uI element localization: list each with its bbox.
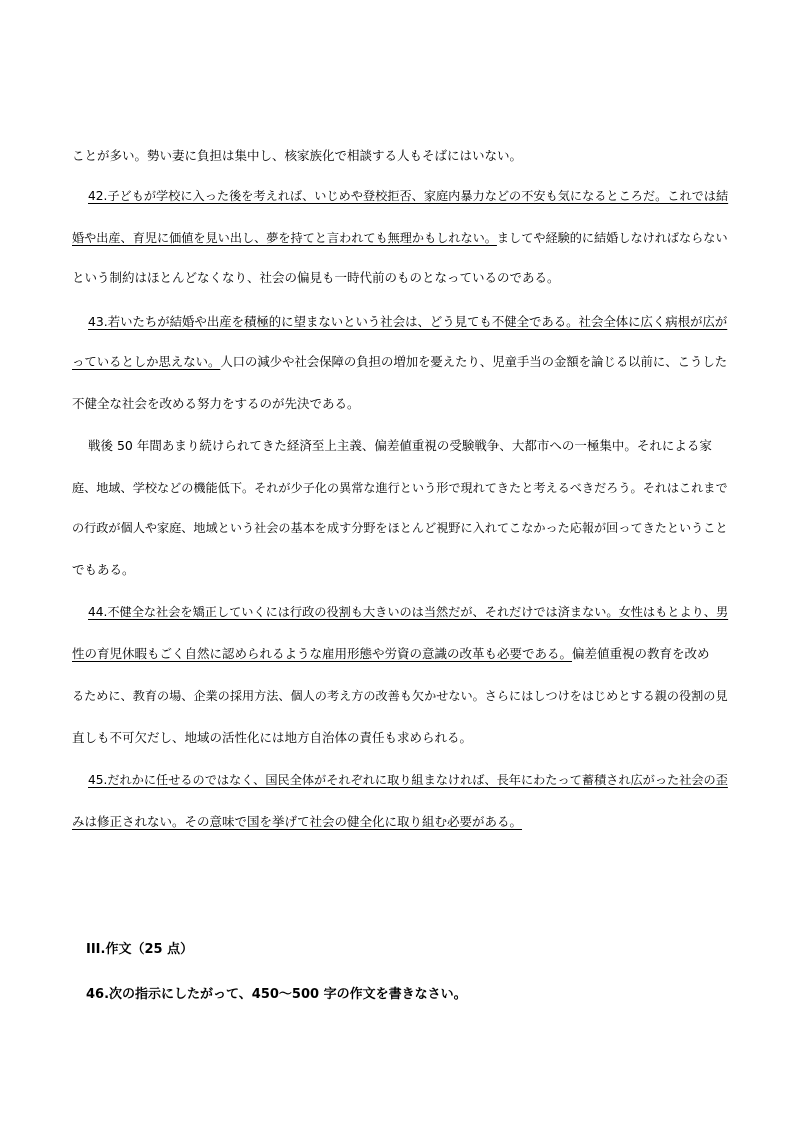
text-span: の行政が個人や家庭、地域という社会の基本を成す分野をほとんど視野に入れてこなかった応報が回ってきたということ	[72, 521, 728, 535]
text-line	[72, 230, 728, 246]
underlined-text: みは修正されない。その意味で国を挙げて社会の健全化に取り組む必要がある。	[72, 814, 523, 829]
underlined-text: 45.だれかに任せるのではなく、国民全体がそれぞれに取り組まなければ、長年にわたって蓄積され広がった社会の歪	[88, 773, 728, 787]
underlined-text: 43.若いたちが結婚や出産を積極的に望まないという社会は、どう見ても不健全である。社会全体に広く病根が広が	[88, 314, 728, 329]
text-line	[88, 604, 728, 620]
text-line	[72, 480, 728, 496]
text-line	[88, 314, 727, 330]
text-span: 直しも不可欠だし、地域の活性化には地方自治体の責任も求められる。	[72, 730, 473, 745]
text-line	[72, 646, 710, 662]
underlined-text: 42.子どもが学校に入った後を考えれば、いじめや登校拒否、家庭内暴力などの不安も気になるところだ。これでは結	[88, 189, 729, 203]
text-span: 庭、地域、学校などの機能低下。それが少子化の異常な進行という形で現れてきたと考えるべきだろう。それはこれまで	[72, 481, 728, 495]
text-span: 不健全な社会を改める努力をするのが先決である。	[72, 396, 360, 411]
text-span: 人口の減少や社会保障の負担の増加を憂えたり、児童手当の金額を論じる以前に、こうした	[220, 355, 728, 369]
underlined-text: 婚や出産、育児に価値を見い出し、夢を持てと言われても無理かもしれない。	[72, 231, 497, 245]
text-line	[72, 396, 360, 412]
text-line	[88, 772, 728, 788]
text-line	[72, 270, 560, 286]
text-span: 戦後 50 年間あまり続けられてきた経済至上主義、偏差値重視の受験戦争、大都市への一極集中。それによる家	[88, 438, 712, 453]
text-line	[72, 354, 727, 370]
text-span: ことが多い。勢い妻に負担は集中し、核家族化で相談する人もそばにはいない。	[72, 148, 523, 163]
text-line	[72, 730, 472, 746]
underlined-text: 性の育児休暇もごく自然に認められるような雇用形態や労資の意識の改革も必要である。	[72, 646, 573, 661]
text-line	[72, 148, 522, 164]
underlined-text: っているとしか思えない。	[72, 355, 221, 369]
text-line	[72, 688, 728, 704]
question-prompt: 46.次の指示にしたがって、450～500 字の作文を書きなさい。	[86, 987, 467, 1002]
text-span: という制約はほとんどなくなり、社会の偏見も一時代前のものとなっているのである。	[72, 270, 560, 285]
text-line	[88, 438, 712, 454]
text-line	[88, 188, 728, 204]
text-span: るために、教育の場、企業の採用方法、個人の考え方の改善も欠かせない。さらにはしつけをはじめとする親の役割の見	[72, 689, 728, 703]
text-line	[72, 520, 728, 536]
text-span: でもある。	[72, 562, 135, 577]
text-span: 偏差値重視の教育を改め	[572, 646, 710, 661]
underlined-text: 44.不健全な社会を矯正していくには行政の役割も大きいのは当然だが、それだけでは済まない。女性はもとより、男	[88, 605, 729, 619]
text-line	[72, 814, 522, 830]
text-line	[72, 562, 135, 578]
section-heading: III.作文（25 点）	[86, 942, 194, 957]
text-span: ましてや経験的に結婚しなければならない	[496, 231, 728, 245]
